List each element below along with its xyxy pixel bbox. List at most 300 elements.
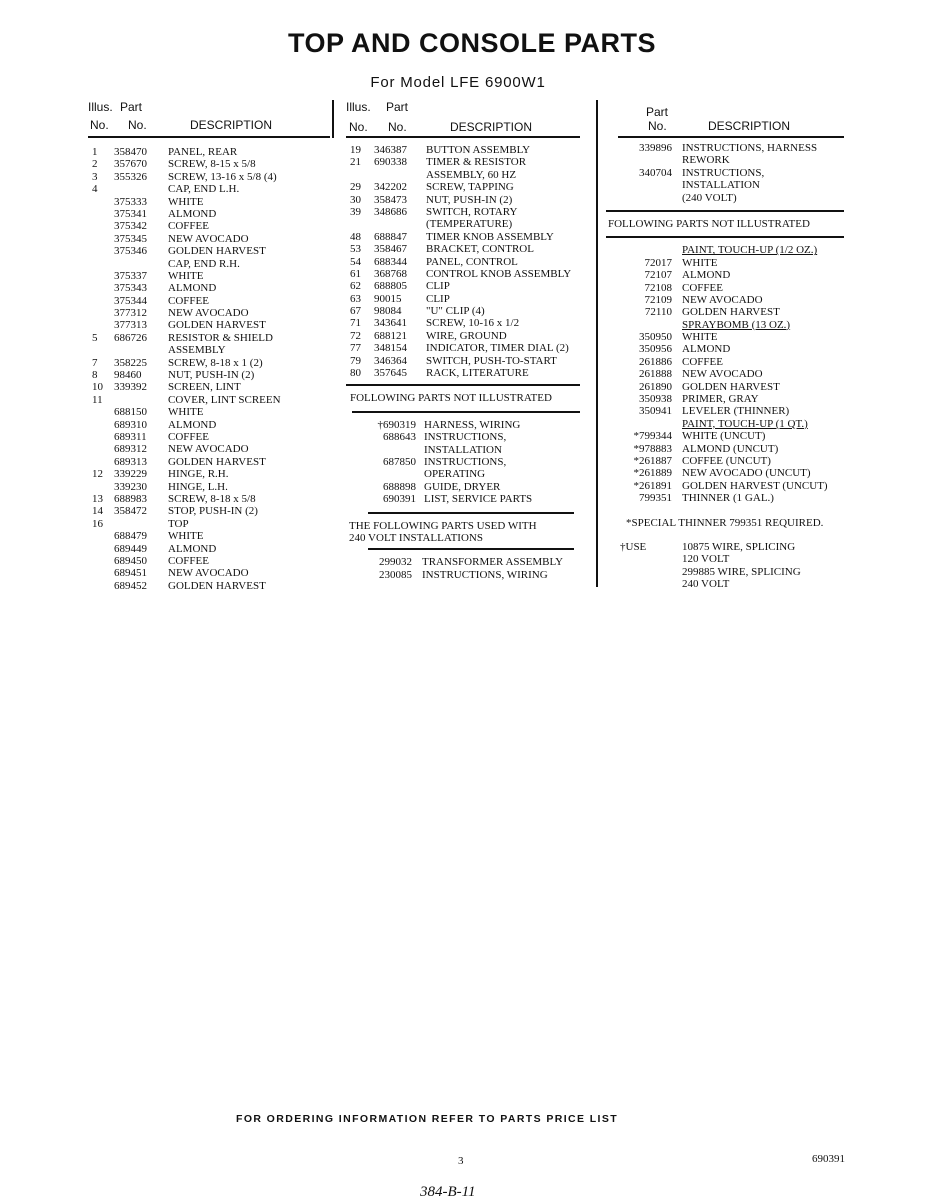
part-number: 689450	[114, 554, 147, 567]
part-number: 348154	[374, 342, 407, 355]
parts-row	[346, 493, 580, 505]
section-rule	[618, 136, 844, 138]
column-divider	[332, 100, 334, 138]
parts-row	[88, 443, 330, 455]
part-description: WHITE	[168, 530, 204, 543]
part-number: 342202	[374, 181, 407, 194]
part-description: 299885 WIRE, SPLICING	[682, 565, 801, 578]
part-description: 120 VOLT	[682, 553, 730, 566]
part-description: CLIP	[426, 292, 450, 305]
parts-row	[346, 419, 580, 431]
part-description: (240 VOLT)	[682, 191, 737, 204]
part-description: SCREW, 13-16 x 5/8 (4)	[168, 170, 277, 183]
part-description: TRANSFORMER ASSEMBLY	[422, 556, 564, 569]
parts-row	[346, 156, 580, 168]
parts-row	[346, 280, 580, 292]
parts-row	[608, 257, 844, 269]
part-number: 690391	[383, 493, 416, 506]
parts-row	[346, 169, 580, 181]
parts-row	[608, 167, 844, 179]
part-description: SCREW, 8-18 x 1 (2)	[168, 356, 263, 369]
part-number: 357645	[374, 367, 407, 380]
parts-column-3	[608, 100, 844, 591]
part-number: 357670	[114, 158, 147, 171]
part-number: 358473	[374, 193, 407, 206]
part-description: NEW AVOCADO	[168, 443, 249, 456]
illus-number: 3	[92, 170, 98, 183]
part-description: ALMOND (UNCUT)	[682, 442, 779, 455]
part-number: 368768	[374, 267, 407, 280]
parts-row	[608, 179, 844, 191]
parts-row	[346, 431, 580, 443]
part-number: 339896	[639, 142, 672, 154]
part-number: 72110	[644, 306, 672, 319]
part-description: SPRAYBOMB (13 OZ.)	[682, 318, 791, 331]
section-rule	[368, 512, 574, 514]
parts-row	[88, 505, 330, 517]
header-part: Part	[120, 100, 143, 114]
part-number: 261886	[639, 355, 672, 368]
parts-row	[608, 405, 844, 417]
part-number: 377313	[114, 319, 147, 332]
parts-row	[346, 556, 580, 568]
illus-number: 12	[92, 468, 103, 481]
part-number: 688121	[374, 329, 407, 342]
parts-row	[346, 305, 580, 317]
parts-row	[608, 142, 844, 154]
part-number: *261891	[633, 479, 672, 492]
parts-row	[346, 330, 580, 342]
parts-row	[346, 268, 580, 280]
part-description: BUTTON ASSEMBLY	[426, 144, 531, 156]
part-description: SCREW, TAPPING	[426, 181, 514, 194]
parts-row	[346, 256, 580, 268]
part-number: 688150	[114, 406, 147, 419]
parts-row	[88, 319, 330, 331]
illus-number: 14	[92, 505, 103, 518]
illus-number: 71	[350, 317, 361, 330]
page-title: TOP AND CONSOLE PARTS	[287, 28, 657, 58]
part-number: 688643	[383, 431, 416, 444]
header-description: DESCRIPTION	[190, 118, 273, 132]
document-number: 690391	[812, 1153, 845, 1165]
part-number: 377312	[114, 307, 147, 320]
parts-row	[346, 569, 580, 581]
part-description: NEW AVOCADO	[168, 567, 249, 580]
parts-row	[608, 578, 844, 590]
header-illus: Illus.	[346, 100, 371, 114]
section-heading-not-illustrated: FOLLOWING PARTS NOT ILLUSTRATED	[608, 217, 810, 230]
part-number: 689310	[114, 418, 147, 431]
part-description: NEW AVOCADO	[168, 307, 249, 320]
parts-column-2	[346, 100, 580, 581]
part-number: 375345	[114, 232, 147, 245]
part-description: GUIDE, DRYER	[424, 480, 501, 493]
section-rule	[606, 236, 844, 238]
part-number: 299032	[379, 556, 412, 569]
part-number: 350941	[639, 405, 672, 418]
parts-list-not-illustrated	[608, 244, 844, 504]
parts-row	[346, 355, 580, 367]
parts-row	[88, 543, 330, 555]
parts-row	[88, 530, 330, 542]
section-heading-240-volt-line2: 240 VOLT INSTALLATIONS	[349, 531, 483, 544]
parts-row	[608, 282, 844, 294]
part-description: CLIP	[426, 280, 450, 293]
part-description: ALMOND	[168, 418, 217, 431]
part-number: 689311	[114, 430, 147, 443]
ordering-footer: FOR ORDERING INFORMATION REFER TO PARTS PRICE LIST	[236, 1113, 619, 1125]
parts-row	[88, 456, 330, 468]
part-description: PRIMER, GRAY	[682, 393, 759, 406]
parts-row	[608, 356, 844, 368]
part-description: NUT, PUSH-IN (2)	[168, 369, 255, 382]
part-number: 358467	[374, 243, 407, 256]
part-number: 350956	[639, 343, 672, 356]
part-description: ALMOND	[682, 343, 731, 356]
parts-row	[88, 468, 330, 480]
illus-number: 48	[350, 230, 361, 243]
parts-row	[88, 555, 330, 567]
illus-number: 11	[92, 393, 103, 406]
part-description: GOLDEN HARVEST	[682, 380, 780, 393]
parts-row	[346, 293, 580, 305]
illus-number: 29	[350, 181, 361, 194]
part-description: ALMOND	[682, 269, 731, 282]
part-description: HINGE, L.H.	[168, 480, 228, 493]
part-number: 98460	[114, 369, 142, 382]
parts-row	[346, 444, 580, 456]
header-illus-no: No.	[349, 120, 368, 134]
column-header	[346, 100, 580, 138]
illus-number: 1	[92, 146, 98, 158]
part-number: 688805	[374, 280, 407, 293]
part-number: 346387	[374, 144, 407, 156]
part-number: 355326	[114, 170, 147, 183]
parts-row	[88, 208, 330, 220]
parts-list	[88, 146, 330, 592]
part-number: †USE	[620, 540, 647, 553]
section-heading-240-volt: THE FOLLOWING PARTS USED WITH	[349, 519, 537, 532]
part-number: 375333	[114, 195, 147, 208]
header-part: Part	[646, 105, 669, 119]
part-description: PAINT, TOUCH-UP (1/2 OZ.)	[682, 244, 818, 257]
parts-row	[608, 418, 844, 430]
part-number: 688983	[114, 492, 147, 505]
parts-row	[88, 419, 330, 431]
parts-row	[608, 467, 844, 479]
part-number: 688479	[114, 530, 147, 543]
part-description: GOLDEN HARVEST	[168, 579, 266, 592]
part-description: 10875 WIRE, SPLICING	[682, 540, 796, 553]
part-description: PAINT, TOUCH-UP (1 QT.)	[682, 417, 808, 430]
part-description: THINNER (1 GAL.)	[682, 492, 774, 505]
part-description: SWITCH, PUSH-TO-START	[426, 354, 557, 367]
part-description: NEW AVOCADO	[168, 232, 249, 245]
part-description: INSTRUCTIONS, HARNESS	[682, 142, 818, 154]
illus-number: 13	[92, 492, 103, 505]
part-number: 688898	[383, 480, 416, 493]
part-description: RACK, LITERATURE	[426, 367, 529, 380]
header-part-no: No.	[128, 118, 147, 132]
illus-number: 5	[92, 331, 98, 344]
parts-row	[88, 295, 330, 307]
part-description: COFFEE	[682, 281, 723, 294]
part-description: SWITCH, ROTARY	[426, 205, 518, 218]
parts-row	[608, 430, 844, 442]
parts-row	[608, 480, 844, 492]
parts-row	[608, 269, 844, 281]
part-number: 799351	[639, 492, 672, 505]
illus-number: 21	[350, 156, 361, 169]
part-description: LEVELER (THINNER)	[682, 405, 790, 418]
part-description: TIMER KNOB ASSEMBLY	[426, 230, 554, 243]
part-description: GOLDEN HARVEST	[168, 319, 266, 332]
part-description: GOLDEN HARVEST	[168, 245, 266, 258]
illus-number: 2	[92, 158, 98, 171]
parts-row	[88, 220, 330, 232]
part-description: COFFEE	[682, 355, 723, 368]
part-description: TIMER & RESISTOR	[426, 156, 527, 169]
part-number: 690338	[374, 156, 407, 169]
part-description: INSTRUCTIONS,	[424, 456, 507, 468]
part-description: TOP	[168, 517, 189, 530]
part-description: 240 VOLT	[682, 578, 730, 591]
part-description: NUT, PUSH-IN (2)	[426, 193, 513, 206]
part-number: 348686	[374, 205, 407, 218]
parts-row	[346, 367, 580, 379]
part-description: CAP, END R.H.	[168, 257, 240, 270]
part-description: NEW AVOCADO	[682, 293, 763, 306]
column-header	[608, 100, 844, 136]
part-description: PANEL, CONTROL	[426, 255, 518, 268]
parts-row	[608, 541, 844, 553]
part-description: NEW AVOCADO	[682, 368, 763, 381]
part-number: 72109	[644, 293, 672, 306]
column-header	[88, 100, 330, 138]
part-number: *261889	[633, 467, 672, 480]
part-number: 375344	[114, 294, 147, 307]
part-number: 98084	[374, 305, 402, 318]
part-number: 375343	[114, 282, 147, 295]
part-number: 90015	[374, 292, 402, 305]
part-description: SCREW, 10-16 x 1/2	[426, 317, 520, 330]
parts-row	[88, 282, 330, 294]
parts-row	[608, 492, 844, 504]
illus-number: 16	[92, 517, 103, 530]
parts-row	[608, 443, 844, 455]
parts-list-240-volt	[346, 556, 580, 581]
parts-row	[608, 154, 844, 166]
parts-row	[608, 368, 844, 380]
parts-row	[88, 580, 330, 592]
header-part-no: No.	[388, 120, 407, 134]
parts-row	[88, 369, 330, 381]
parts-row	[346, 317, 580, 329]
part-description: WHITE (UNCUT)	[682, 430, 766, 443]
parts-row	[346, 342, 580, 354]
part-number: 689313	[114, 455, 147, 468]
part-description: COFFEE	[168, 220, 209, 233]
parts-row	[608, 343, 844, 355]
part-description: ALMOND	[168, 207, 217, 220]
illus-number: 54	[350, 255, 361, 268]
parts-row	[346, 206, 580, 218]
parts-list	[608, 142, 844, 204]
illus-number: 30	[350, 193, 361, 206]
part-number: 686726	[114, 331, 147, 344]
parts-row	[346, 194, 580, 206]
part-number: 689449	[114, 542, 147, 555]
part-description: HARNESS, WIRING	[424, 418, 521, 431]
parts-row	[346, 218, 580, 230]
illus-number: 61	[350, 267, 361, 280]
parts-row	[88, 567, 330, 579]
part-number: *978883	[633, 442, 672, 455]
parts-row	[88, 344, 330, 356]
part-number: 340704	[639, 166, 672, 179]
illus-number: 10	[92, 381, 103, 394]
illus-number: 79	[350, 354, 361, 367]
header-description: DESCRIPTION	[450, 120, 533, 134]
parts-row	[346, 144, 580, 156]
part-number: 230085	[379, 568, 412, 581]
parts-row	[88, 233, 330, 245]
parts-row	[88, 332, 330, 344]
illus-number: 72	[350, 329, 361, 342]
part-number: 358470	[114, 146, 147, 158]
splicing-wire-note	[608, 541, 844, 591]
part-number: †690319	[377, 418, 416, 431]
parts-row	[608, 566, 844, 578]
parts-row	[88, 431, 330, 443]
part-description: CONTROL KNOB ASSEMBLY	[426, 267, 572, 280]
parts-row	[608, 455, 844, 467]
illus-number: 53	[350, 243, 361, 256]
part-description: WHITE	[168, 406, 204, 419]
part-number: 687850	[383, 456, 416, 468]
part-description: RESISTOR & SHIELD	[168, 331, 273, 344]
parts-row	[88, 394, 330, 406]
parts-row	[88, 245, 330, 257]
part-description: NEW AVOCADO (UNCUT)	[682, 467, 811, 480]
part-number: 375346	[114, 245, 147, 258]
parts-row	[88, 406, 330, 418]
header-illus-no: No.	[90, 118, 109, 132]
part-description: CAP, END L.H.	[168, 183, 240, 196]
parts-row	[346, 243, 580, 255]
part-number: 350938	[639, 393, 672, 406]
part-number: 261888	[639, 368, 672, 381]
parts-row	[88, 481, 330, 493]
part-description: HINGE, R.H.	[168, 468, 229, 481]
part-description: COFFEE	[168, 430, 209, 443]
parts-list	[346, 144, 580, 379]
section-rule	[368, 548, 574, 550]
part-number: 346364	[374, 354, 407, 367]
part-description: GOLDEN HARVEST	[682, 306, 780, 319]
parts-row	[346, 456, 580, 468]
part-description: GOLDEN HARVEST (UNCUT)	[682, 479, 828, 492]
part-description: INSTALLATION	[424, 443, 502, 456]
part-description: SCREW, 8-18 x 5/8	[168, 492, 256, 505]
part-number: 358472	[114, 505, 147, 518]
part-description: SCREEN, LINT	[168, 381, 241, 394]
illus-number: 80	[350, 367, 361, 380]
part-description: COFFEE	[168, 554, 209, 567]
part-number: 375342	[114, 220, 147, 233]
parts-row	[608, 381, 844, 393]
part-number: 72108	[644, 281, 672, 294]
section-rule	[346, 384, 580, 386]
parts-row	[346, 231, 580, 243]
parts-row	[88, 171, 330, 183]
header-part-no: No.	[648, 119, 667, 133]
part-description: ASSEMBLY, 60 HZ	[426, 168, 517, 181]
illus-number: 67	[350, 305, 361, 318]
part-description: BRACKET, CONTROL	[426, 243, 534, 256]
illus-number: 19	[350, 144, 361, 156]
part-description: REWORK	[682, 154, 730, 167]
part-description: STOP, PUSH-IN (2)	[168, 505, 258, 518]
part-description: INSTALLATION	[682, 179, 760, 192]
part-number: 689452	[114, 579, 147, 592]
part-number: 375341	[114, 207, 147, 220]
part-description: INSTRUCTIONS,	[682, 166, 765, 179]
part-number: 688344	[374, 255, 407, 268]
section-heading-not-illustrated: FOLLOWING PARTS NOT ILLUSTRATED	[350, 392, 552, 405]
parts-row	[88, 196, 330, 208]
illus-number: 62	[350, 280, 361, 293]
parts-row	[608, 244, 844, 256]
parts-row	[608, 553, 844, 565]
part-number: 688847	[374, 230, 407, 243]
parts-row	[88, 270, 330, 282]
illus-number: 39	[350, 205, 361, 218]
illus-number: 8	[92, 369, 98, 382]
parts-row	[88, 381, 330, 393]
header-description: DESCRIPTION	[708, 119, 791, 133]
parts-row	[346, 481, 580, 493]
parts-row	[346, 468, 580, 480]
parts-row	[88, 258, 330, 270]
parts-row	[88, 493, 330, 505]
part-description: INSTRUCTIONS, WIRING	[422, 568, 548, 581]
parts-list-not-illustrated	[346, 419, 580, 506]
parts-row	[88, 357, 330, 369]
part-description: ALMOND	[168, 282, 217, 295]
section-rule	[606, 210, 844, 212]
parts-row	[88, 183, 330, 195]
parts-row	[346, 181, 580, 193]
part-description: COFFEE (UNCUT)	[682, 455, 771, 467]
model-subtitle: For Model LFE 6900W1	[370, 74, 546, 91]
parts-row	[88, 307, 330, 319]
part-description: WHITE	[168, 269, 204, 282]
header-part: Part	[386, 100, 409, 114]
page-number: 3	[458, 1155, 464, 1167]
part-number: 375337	[114, 269, 147, 282]
illus-number: 4	[92, 183, 98, 196]
column-divider	[596, 100, 598, 587]
part-number: 689451	[114, 567, 147, 580]
part-number: 358225	[114, 356, 147, 369]
parts-row	[608, 294, 844, 306]
section-rule	[352, 411, 580, 413]
parts-row	[88, 518, 330, 530]
part-number: 339230	[114, 480, 147, 493]
part-description: COFFEE	[168, 294, 209, 307]
